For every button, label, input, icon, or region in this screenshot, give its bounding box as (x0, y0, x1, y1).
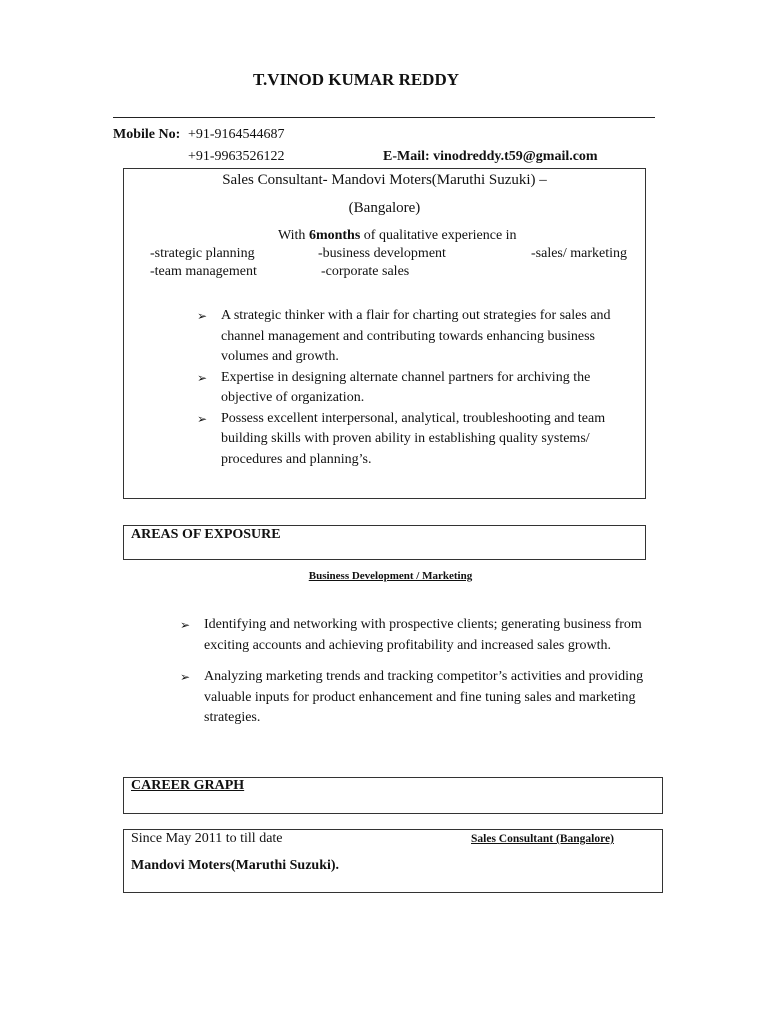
summary-points (197, 306, 637, 470)
career-role: Sales Consultant (Bangalore) (471, 833, 614, 845)
exposure-points (180, 615, 648, 740)
career-heading: CAREER GRAPH (131, 778, 245, 793)
mobile-number-1: +91-9164544687 (188, 127, 285, 142)
skill-item: -strategic planning (150, 246, 255, 261)
career-company: Mandovi Moters(Maruthi Suzuki). (131, 858, 340, 873)
mobile-label: Mobile No: (113, 127, 181, 142)
skill-item: -sales/ marketing (531, 246, 628, 261)
summary-point: ➢ A strategic thinker with a flair for charting out strategies for sales and channel management and contributing towards enhancing business volumes and growth. (197, 306, 637, 368)
summary-title: Sales Consultant- Mandovi Moters(Maruthi Suzuki) – (222, 172, 547, 188)
header-divider (113, 117, 655, 118)
exposure-point: ➢ Identifying and networking with prospective clients; generating business from exciting accounts and achieving profitability and increased sales growth. (180, 615, 648, 656)
exposure-subheading: Business Development / Marketing (308, 570, 473, 582)
summary-location: (Bangalore) (348, 200, 421, 216)
exposure-point: ➢ Analyzing marketing trends and tracking competitor’s activities and providing valuable inputs for product enhancement and fine tuning sales and marketing strategies. (180, 667, 648, 729)
career-period: Since May 2011 to till date (131, 831, 283, 846)
exposure-heading-box (123, 525, 646, 560)
candidate-name: T.VINOD KUMAR REDDY (252, 70, 460, 89)
mobile-number-2: +91-9963526122 (188, 149, 285, 164)
summary-point: ➢ Possess excellent interpersonal, analytical, troubleshooting and team building skills with proven ability in establishing quality systems/ procedures and planning’s. (197, 409, 637, 471)
exposure-heading: AREAS OF EXPOSURE (131, 527, 281, 542)
email: E-Mail: vinodreddy.t59@gmail.com (383, 149, 598, 164)
career-heading-box (123, 777, 663, 814)
skill-item: -corporate sales (321, 264, 410, 279)
summary-point: ➢ Expertise in designing alternate channel partners for archiving the objective of organization. (197, 368, 637, 409)
skill-item: -team management (150, 264, 257, 279)
experience-line: With 6months of qualitative experience in (278, 228, 517, 243)
skill-item: -business development (318, 246, 446, 261)
